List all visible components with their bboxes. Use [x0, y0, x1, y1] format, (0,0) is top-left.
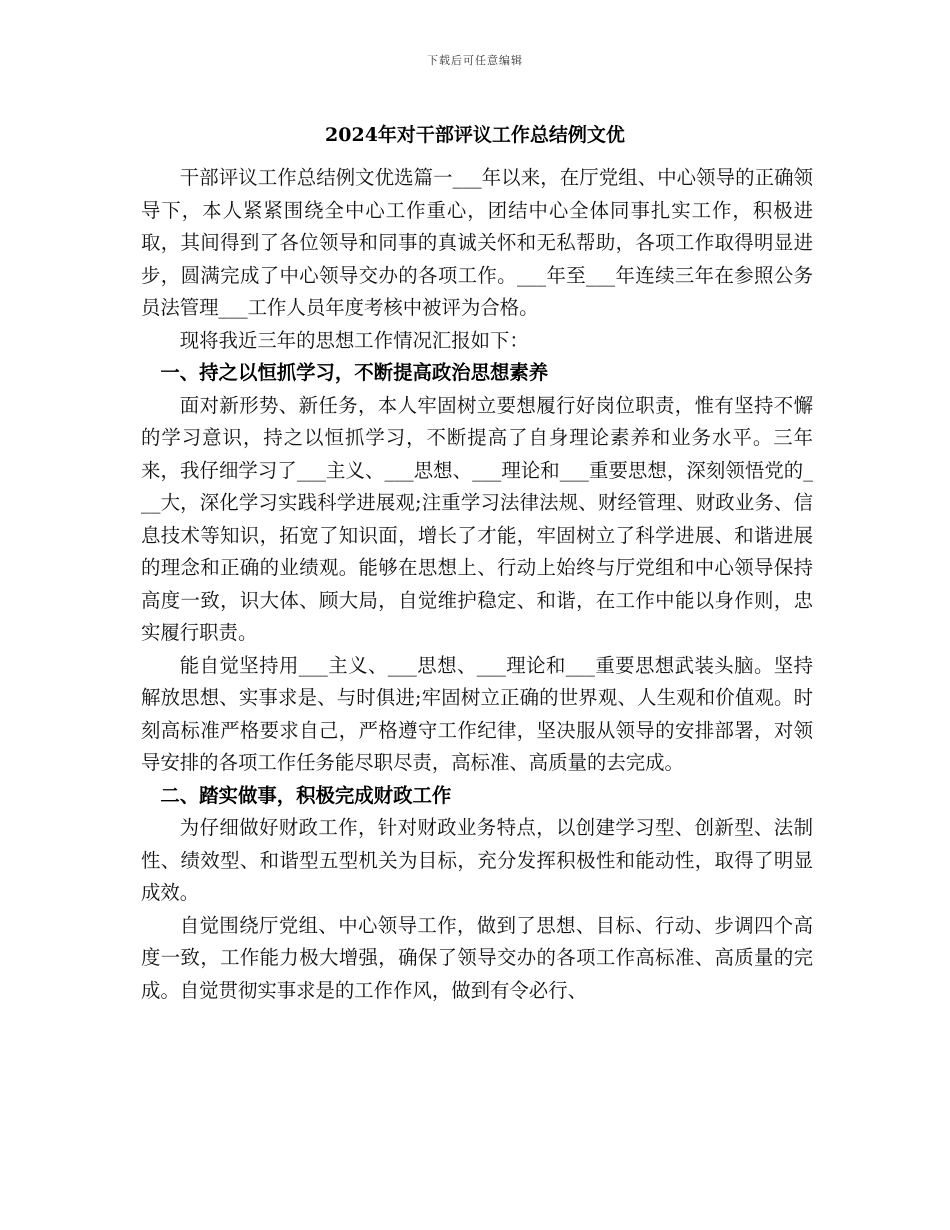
- page-header-note: 下载后可任意编辑: [427, 54, 523, 67]
- section-heading-2: 二、踏实做事，积极完成财政工作: [160, 783, 452, 807]
- document-title: 2024年对干部评议工作总结例文优: [325, 124, 625, 146]
- paragraph-study: 面对新形势、新任务，本人牢固树立要想履行好岗位职责，惟有坚持不懈的学习意识，持之以恒抓学习，不断提高了自身理论素养和业务水平。三年来，我仔细学习了___主义、___思想、___理论和___重要思想，深刻领悟党的___大，深化学习实践科学进展观;注重学习法律法规、财经管理、财政业务、信息技术等知识，拓宽了知识面，增长了才能，牢固树立了科学进展、和谐进展的理念和正确的业绩观。能够在思想上、行动上始终与厅党组和中心领导保持高度一致，识大体、顾大局，自觉维护稳定、和谐，在工作中能以身作则，忠实履行职责。: [141, 393, 813, 644]
- paragraph-report-lead: 现将我近三年的思想工作情况汇报如下：: [179, 328, 529, 352]
- paragraph-finance-work: 为仔细做好财政工作，针对财政业务特点，以创建学习型、创新型、法制性、绩效型、和谐型五型机关为目标，充分发挥积极性和能动性，取得了明显成效。: [141, 816, 813, 904]
- paragraph-ideology: 能自觉坚持用___主义、___思想、___理论和___重要思想武装头脑。坚持解放思想、实事求是、与时俱进;牢固树立正确的世界观、人生观和价值观。时刻高标准严格要求自己，严格遵守工作纪律，坚决服从领导的安排部署，对领导安排的各项工作任务能尽职尽责，高标准、高质量的去完成。: [141, 653, 813, 774]
- document-body: [141, 162, 813, 1007]
- paragraph-intro: 干部评议工作总结例文优选篇一___年以来，在厅党组、中心领导的正确领导下，本人紧紧围绕全中心工作重心，团结中心全体同事扎实工作，积极进取，其间得到了各位领导和同事的真诚关怀和无私帮助，各项工作取得明显进步，圆满完成了中心领导交办的各项工作。___年至___年连续三年在参照公务员法管理___工作人员年度考核中被评为合格。: [141, 166, 813, 319]
- section-heading-1: 一、持之以恒抓学习，不断提高政治思想素养: [160, 361, 549, 384]
- paragraph-alignment: 自觉围绕厅党组、中心领导工作，做到了思想、目标、行动、步调四个高度一致，工作能力极大增强，确保了领导交办的各项工作高标准、高质量的完成。自觉贯彻实事求是的工作作风，做到有令必行、: [141, 913, 813, 1002]
